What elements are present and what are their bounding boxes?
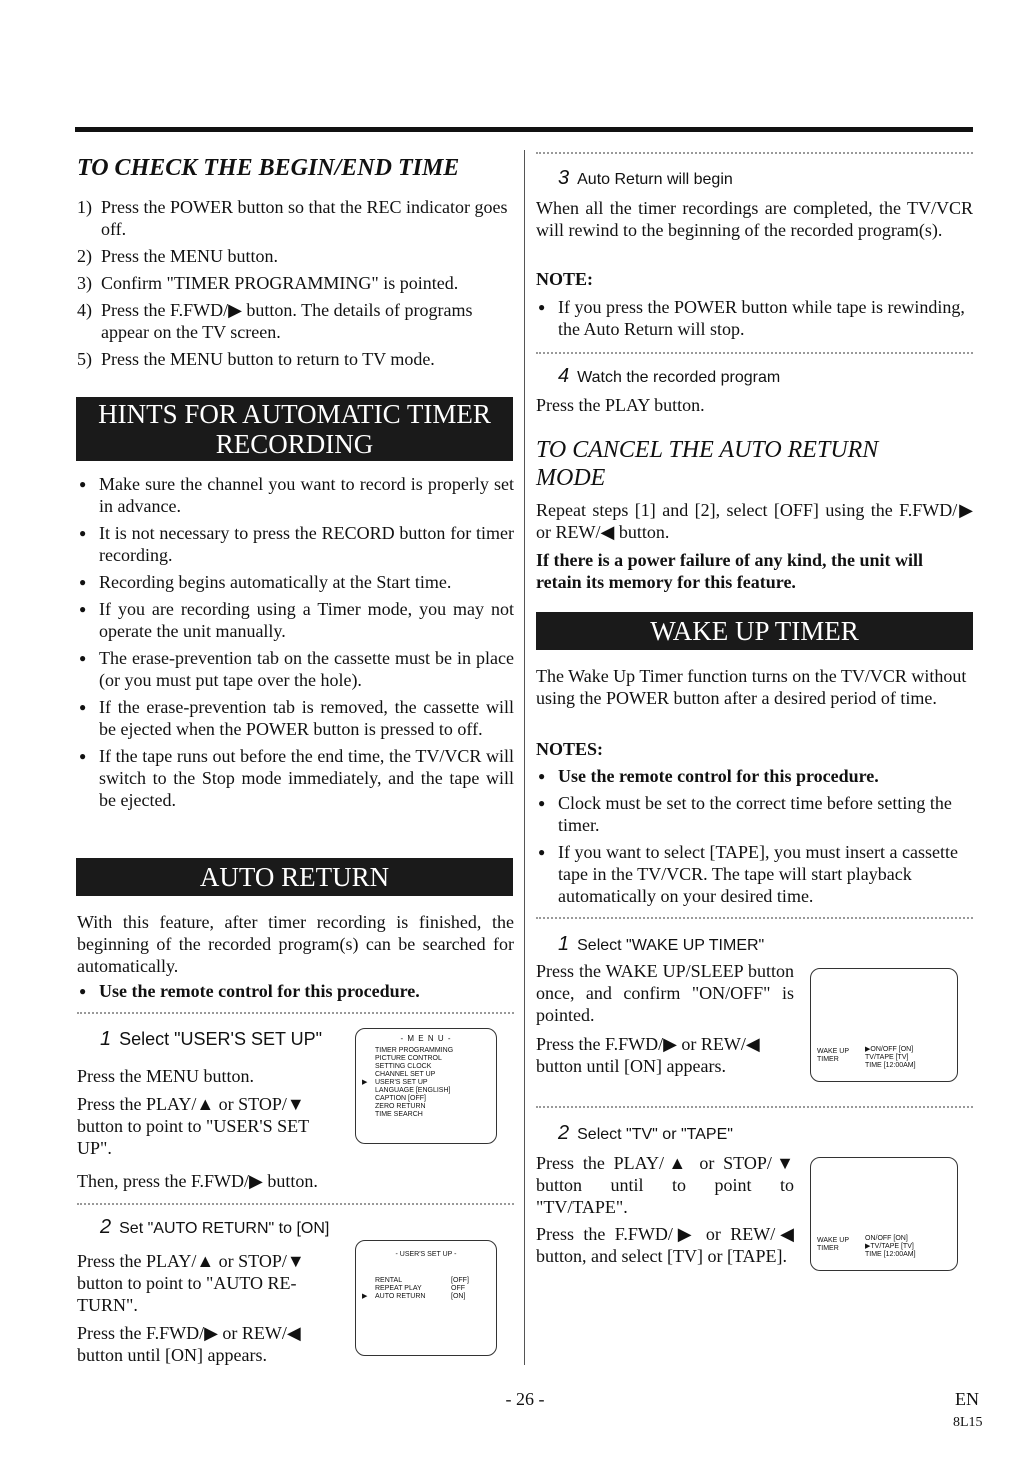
power-failure-note: If there is a power failure of any kind, the unit will retain its memory for this feature.	[536, 550, 924, 592]
wake-up-banner	[536, 612, 973, 650]
list-item: SETTING CLOCK	[375, 1063, 432, 1070]
user-screen-title: - USER'S SET UP -	[395, 1251, 457, 1258]
user-screen-items	[362, 1277, 496, 1301]
list-item: ● If you press the POWER button while tape is rewinding, the Auto Return will stop.	[536, 296, 973, 340]
menu-screen-items	[362, 1047, 496, 1119]
list-item: LANGUAGE [ENGLISH]	[375, 1087, 451, 1094]
list-item: ● If the erase-prevention tab is removed, the cassette will be ejected when the POWER button is pressed to off.	[77, 696, 514, 740]
list-item: 1) Press the POWER button so that the REC indicator goes off.	[77, 197, 508, 239]
step2-text-2: Press the F.FWD/▶ or REW/◀ button until [ON] appears.	[77, 1323, 301, 1365]
wake-step1-text-1: Press the WAKE UP/SLEEP button once, and confirm "ON/OFF" is pointed.	[536, 961, 794, 1025]
auto-return-title: AUTO RETURN	[199, 862, 390, 892]
dotted-separator	[536, 1106, 973, 1110]
hints-list	[77, 473, 514, 816]
list-item: ● Recording begins automatically at the Start time.	[77, 571, 514, 593]
list-item: RENTAL [OFF]	[375, 1277, 469, 1284]
list-item: ZERO RETURN	[375, 1103, 426, 1110]
list-item: TV/TAPE [TV]	[865, 1054, 909, 1061]
list-item: ● Make sure the channel you want to record is properly set in advance.	[77, 473, 514, 517]
model-code: 8L15	[953, 1415, 983, 1430]
hints-title: HINTS FOR AUTOMATIC TIMER RECORDING	[98, 399, 491, 459]
list-item: USER'S SET UP	[375, 1079, 428, 1086]
step2-heading: 2 Set "AUTO RETURN" to [ON]	[100, 1216, 330, 1238]
wake-screen-lines	[865, 1046, 916, 1070]
notes-label: NOTES:	[536, 739, 604, 759]
wake-screen-lines	[865, 1235, 916, 1259]
list-item: 4) Press the F.FWD/▶ button. The details of programs appear on the TV screen.	[77, 300, 473, 342]
wake-up-title: WAKE UP TIMER	[650, 616, 859, 646]
list-item: ● Clock must be set to the correct time before setting the timer.	[536, 792, 973, 836]
check-steps-list	[77, 196, 517, 375]
list-item: PICTURE CONTROL	[375, 1055, 442, 1062]
list-item: TIME SEARCH	[375, 1111, 423, 1118]
list-item: AUTO RETURN [ON]	[375, 1293, 466, 1300]
language-code: EN	[955, 1389, 979, 1409]
list-item: TIMER PROGRAMMING	[375, 1047, 454, 1054]
list-item: ● If you are recording using a Timer mode, you may not operate the unit manually.	[77, 598, 514, 642]
list-item: ● If the tape runs out before the end time, the TV/VCR will switch to the Stop mode immediately, and the tape will be ejected.	[77, 745, 514, 811]
wake-step1-heading: 1 Select "WAKE UP TIMER"	[558, 933, 765, 955]
auto-return-intro: With this feature, after timer recording is finished, the beginning of the recorded program(s) can be searched for automatically.	[77, 912, 514, 976]
pointer-icon: ▶	[362, 1079, 368, 1086]
page-number: - 26 -	[505, 1389, 545, 1409]
list-item: ● Use the remote control for this procedure.	[77, 980, 514, 1002]
list-item: ON/OFF [ON]	[865, 1235, 908, 1242]
cancel-heading: TO CANCEL THE AUTO RETURN MODE	[536, 437, 879, 491]
wake-step1-text-2: Press the F.FWD/▶ or REW/◀ button until [ON] appears.	[536, 1034, 760, 1076]
step4-heading: 4 Watch the recorded program	[558, 365, 781, 387]
menu-screen	[355, 1028, 497, 1144]
step2-text-1: Press the PLAY/▲ or STOP/▼ button to point to "AUTO RE-TURN".	[77, 1251, 305, 1315]
step1-text-1: Press the MENU button.	[77, 1066, 254, 1086]
list-item: CAPTION [OFF]	[375, 1095, 426, 1102]
wake-step2-heading: 2 Select "TV" or "TAPE"	[558, 1122, 733, 1144]
list-item: ● The erase-prevention tab on the cassette must be in place (or you must put tape over the hole).	[77, 647, 514, 691]
note-label: NOTE:	[536, 269, 594, 289]
wake-step2-text-2: Press the F.FWD/▶ or REW/◀ button, and select [TV] or [TAPE].	[536, 1224, 794, 1266]
list-item: ● Use the remote control for this procedure.	[536, 765, 973, 787]
step3-text: When all the timer recordings are completed, the TV/VCR will rewind to the beginning of the recorded program(s).	[536, 198, 973, 240]
column-divider	[524, 150, 525, 1365]
auto-return-banner	[76, 858, 513, 896]
list-item: REPEAT PLAY OFF	[375, 1285, 465, 1292]
list-item: CHANNEL SET UP	[375, 1071, 436, 1078]
list-item: ● If you want to select [TAPE], you must insert a cassette tape in the TV/VCR. The tape will start playback automatically on your desired time.	[536, 841, 973, 907]
list-item: 2) Press the MENU button.	[77, 246, 278, 266]
dotted-separator	[77, 1012, 514, 1016]
notes-list	[536, 765, 973, 912]
step4-text: Press the PLAY button.	[536, 395, 705, 415]
menu-screen-title: - M E N U -	[400, 1034, 452, 1043]
list-item: ▶TV/TAPE [TV]	[865, 1243, 914, 1250]
list-item: ▶ON/OFF [ON]	[865, 1046, 914, 1053]
note-list	[536, 296, 973, 345]
wake-screen-label: WAKE UP TIMER	[817, 1237, 850, 1252]
wake-screen-1	[810, 968, 958, 1082]
check-time-heading: TO CHECK THE BEGIN/END TIME	[77, 155, 460, 181]
cancel-text: Repeat steps [1] and [2], select [OFF] using the F.FWD/▶ or REW/◀ button.	[536, 500, 973, 542]
wake-intro: The Wake Up Timer function turns on the TV/VCR without using the POWER button after a desired period of time.	[536, 666, 967, 708]
dotted-separator	[77, 1203, 514, 1207]
wake-screen-2	[810, 1157, 958, 1271]
list-item: 3) Confirm "TIMER PROGRAMMING" is pointed.	[77, 273, 459, 293]
list-item: 5) Press the MENU button to return to TV mode.	[77, 349, 435, 369]
dotted-separator	[536, 152, 973, 156]
user-setup-screen	[355, 1240, 497, 1356]
list-item: TIME [12:00AM]	[865, 1062, 916, 1069]
auto-remote-note	[77, 980, 514, 1007]
hints-banner	[76, 397, 513, 461]
wake-step2-text-1: Press the PLAY/▲ or STOP/▼ button until to point to "TV/TAPE".	[536, 1153, 794, 1217]
step1-text-2: Press the PLAY/▲ or STOP/▼ button to point to "USER'S SET UP".	[77, 1094, 309, 1158]
list-item: ● It is not necessary to press the RECORD button for timer recording.	[77, 522, 514, 566]
dotted-separator	[536, 917, 973, 921]
step1-text-3: Then, press the F.FWD/▶ button.	[77, 1171, 318, 1191]
wake-screen-label: WAKE UP TIMER	[817, 1048, 850, 1063]
dotted-separator	[536, 352, 973, 356]
pointer-icon: ▶	[362, 1293, 368, 1300]
list-item: TIME [12:00AM]	[865, 1251, 916, 1258]
step1-heading: 1 Select "USER'S SET UP"	[100, 1028, 323, 1050]
top-rule	[75, 127, 973, 132]
step3-heading: 3 Auto Return will begin	[558, 167, 733, 189]
